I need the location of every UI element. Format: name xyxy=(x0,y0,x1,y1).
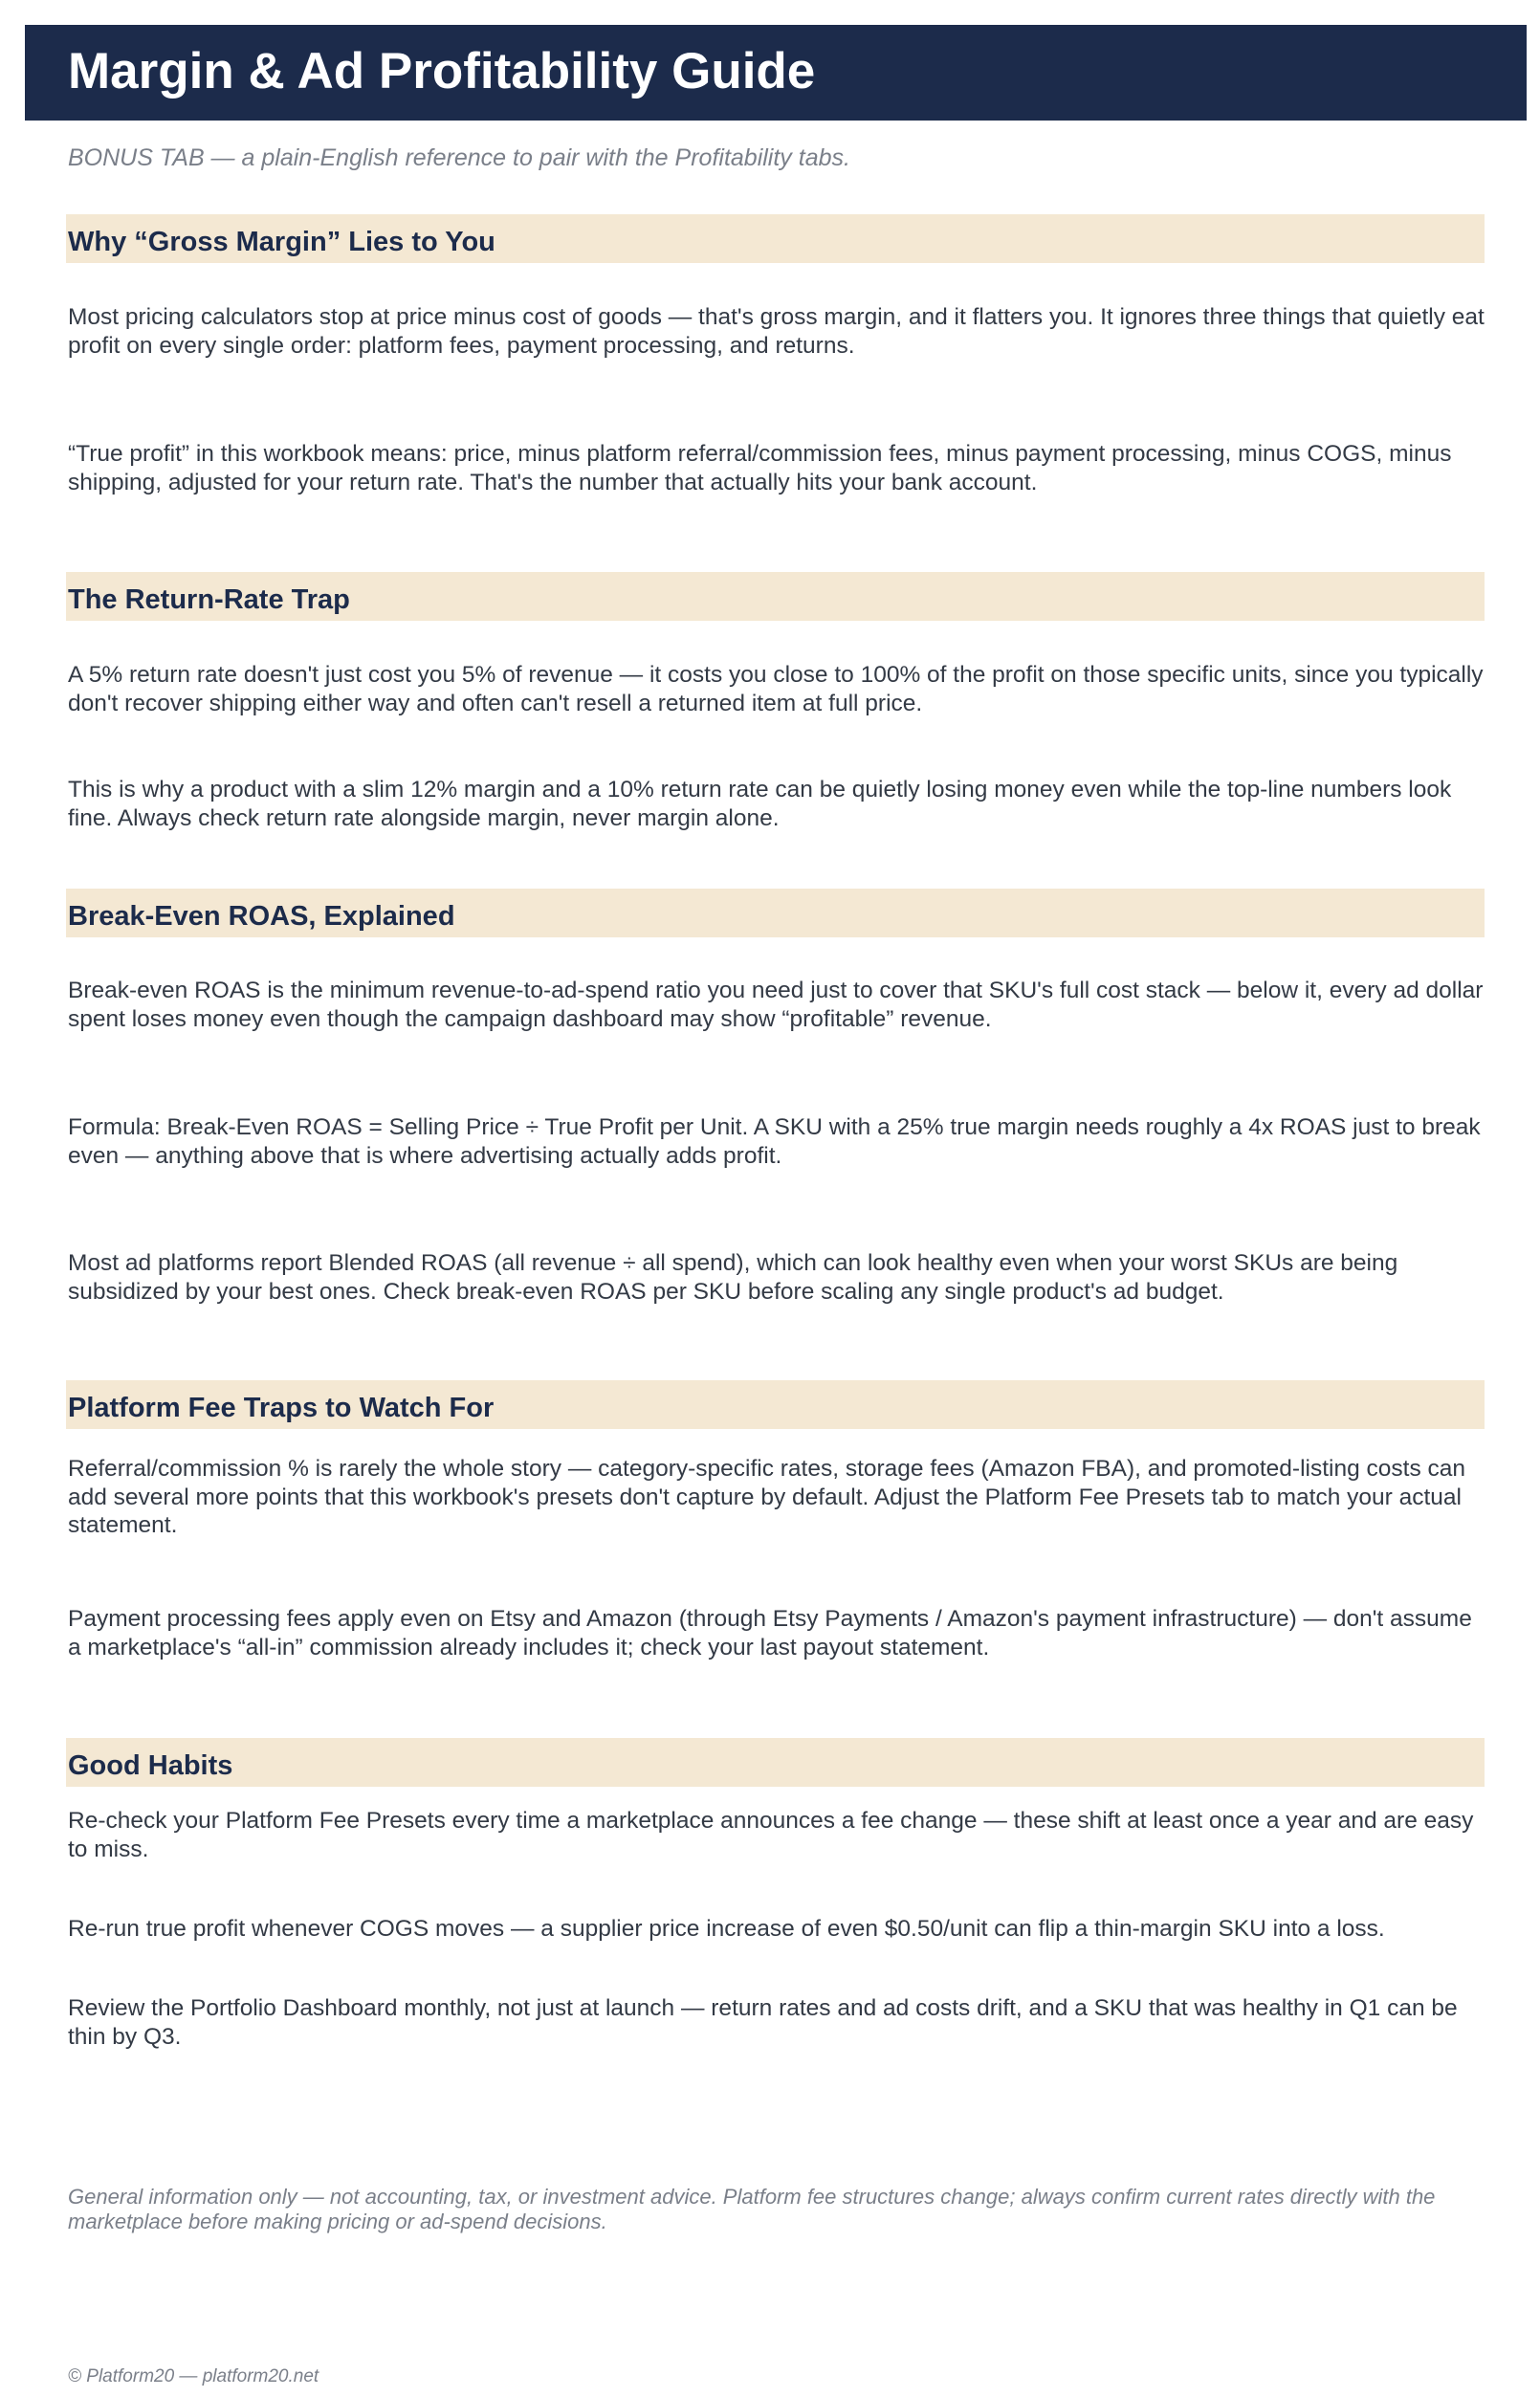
paragraph: “True profit” in this workbook means: price, minus platform referral/commission fees, minus payment processing, minus COGS, minus shipping, adjusted for your return rate. That's the number that actually hits your bank account. xyxy=(68,441,1452,495)
paragraph: Referral/commission % is rarely the whole story — category-specific rates, storage fees (Amazon FBA), and promoted-listing costs can add several more points that this workbook's presets don't capture by default. Adjust the Platform Fee Presets tab to match your actual statement. xyxy=(68,1456,1466,1538)
section-title: Break-Even ROAS, Explained xyxy=(68,901,455,932)
section-title: Why “Gross Margin” Lies to You xyxy=(68,227,495,257)
paragraph: Formula: Break-Even ROAS = Selling Price ÷ True Profit per Unit. A SKU with a 25% true margin needs roughly a 4x ROAS just to break even — anything above that is where advertising actually adds profit. xyxy=(68,1114,1481,1169)
paragraph: Re-check your Platform Fee Presets every time a marketplace announces a fee change — these shift at least once a year and are easy to miss. xyxy=(68,1808,1474,1862)
page-title: Margin & Ad Profitability Guide xyxy=(68,43,816,99)
title-banner xyxy=(25,25,1527,121)
paragraph: Re-run true profit whenever COGS moves — a supplier price increase of even $0.50/unit can flip a thin-margin SKU into a loss. xyxy=(68,1916,1385,1942)
section-title: The Return-Rate Trap xyxy=(68,584,350,615)
paragraph: Review the Portfolio Dashboard monthly, not just at launch — return rates and ad costs drift, and a SKU that was healthy in Q1 can be thin by Q3. xyxy=(68,1995,1458,2050)
footer-copyright: © Platform20 — platform20.net xyxy=(68,2366,319,2386)
section-header-good-habits xyxy=(66,1738,1485,1787)
section-title: Good Habits xyxy=(68,1750,233,1781)
page-subtitle: BONUS TAB — a plain-English reference to pair with the Profitability tabs. xyxy=(68,144,850,171)
section-header-break-even-roas xyxy=(66,889,1485,937)
section-header-return-rate xyxy=(66,572,1485,621)
section-title: Platform Fee Traps to Watch For xyxy=(68,1393,495,1423)
paragraph: Payment processing fees apply even on Etsy and Amazon (through Etsy Payments / Amazon's payment infrastructure) — don't assume a marketplace's “all-in” commission already includes it; check your last payout statement. xyxy=(68,1606,1472,1660)
paragraph: This is why a product with a slim 12% margin and a 10% return rate can be quietly losing money even while the top-line numbers look fine. Always check return rate alongside margin, never margin alone. xyxy=(68,777,1452,831)
disclaimer: General information only — not accounting, tax, or investment advice. Platform fee structures change; always confirm current rates directly with the marketplace before making pricing or ad-spend decisions. xyxy=(68,2185,1436,2233)
section-header-platform-fee-traps xyxy=(66,1380,1485,1429)
paragraph: A 5% return rate doesn't just cost you 5% of revenue — it costs you close to 100% of the profit on those specific units, since you typically don't recover shipping either way and often can't resell a returned item at full price. xyxy=(68,662,1484,716)
paragraph: Most pricing calculators stop at price minus cost of goods — that's gross margin, and it flatters you. It ignores three things that quietly eat profit on every single order: platform fees, payment processing, and returns. xyxy=(68,304,1485,359)
section-header-gross-margin xyxy=(66,214,1485,263)
paragraph: Most ad platforms report Blended ROAS (all revenue ÷ all spend), which can look healthy even when your worst SKUs are being subsidized by your best ones. Check break-even ROAS per SKU before scaling any single product's ad budget. xyxy=(68,1250,1398,1305)
paragraph: Break-even ROAS is the minimum revenue-to-ad-spend ratio you need just to cover that SKU's full cost stack — below it, every ad dollar spent loses money even though the campaign dashboard may show “profitable” revenue. xyxy=(68,978,1484,1032)
